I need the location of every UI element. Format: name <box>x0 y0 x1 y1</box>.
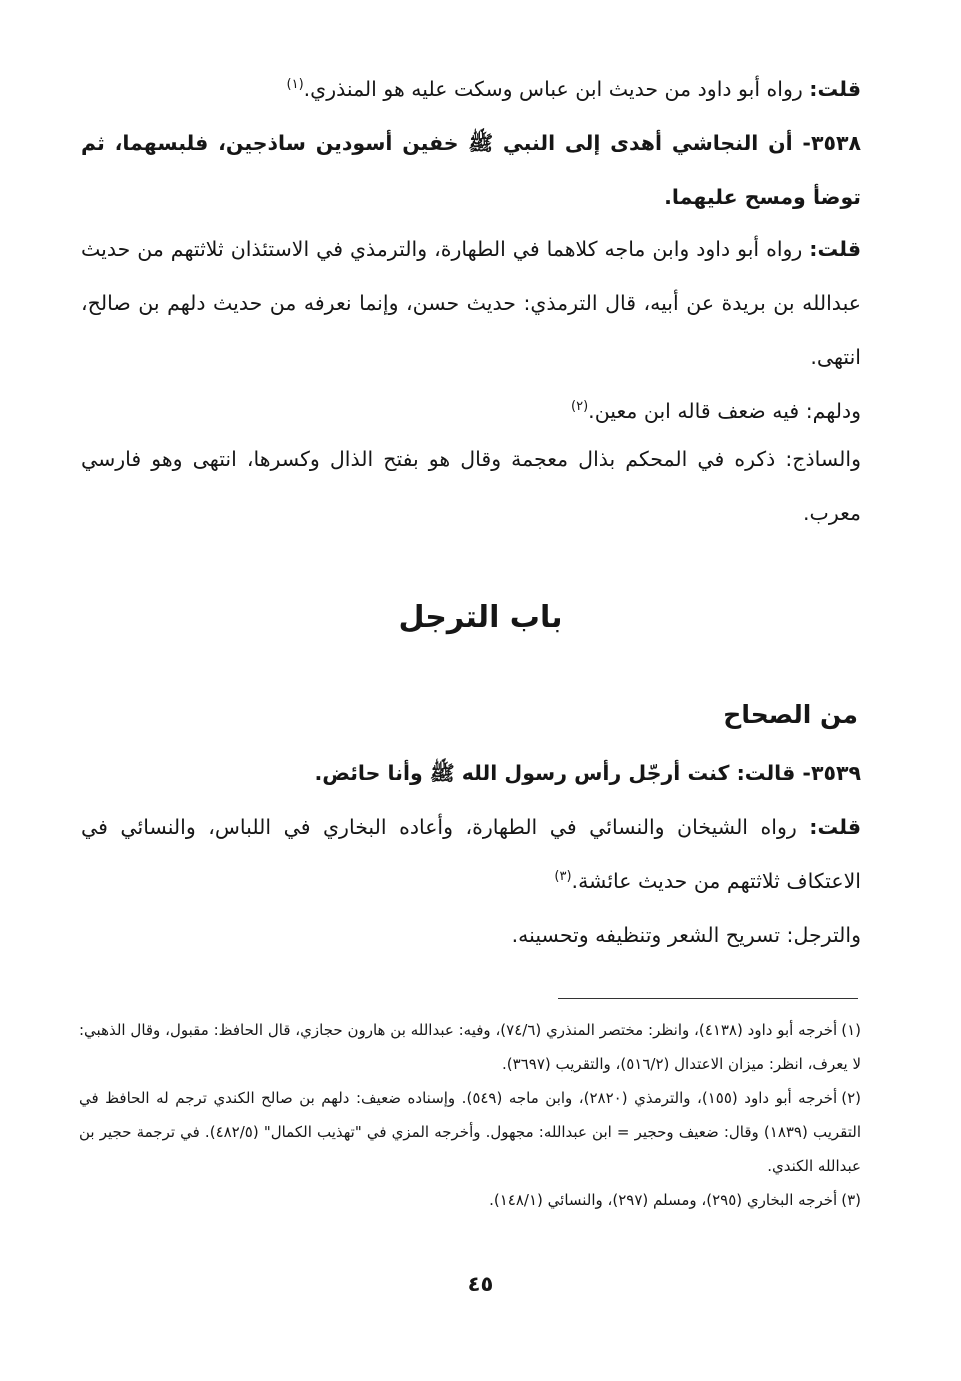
footnote-text: أخرجه أبو داود (١٥٥)، والترمذي (٢٨٢٠)، وابن ماجه (٥٤٩). وإسناده ضعيف: دلهم بن صالح الكندي ترجم له الحافظ في التقريب (١٨٣٩) وقال: ضعيف وحجير = ابن عبدالله: مجهول. وأخرجه المزي في "تهذيب الكمال" (٤٨٢/٥). في ترجمة حجير بن عبدالله الكندي. <box>79 1089 862 1175</box>
hadith-text: ٣٥٣٨- أن النجاشي أهدى إلى النبي ﷺ خفين أسودين ساذجين، فلبسهما، ثم توضأ ومسح عليهما. <box>81 131 861 209</box>
hadith-text: ٣٥٣٩- قالت: كنت أرجّل رأس رسول الله ﷺ وأنا حائض. <box>314 761 861 785</box>
paragraph-qultu-2 <box>81 222 861 384</box>
paragraph-dalham <box>81 384 861 438</box>
subheading: من الصحاح <box>723 700 858 729</box>
paragraph-text: رواه أبو داود وابن ماجه كلاهما في الطهارة، والترمذي في الاستئذان ثلاثتهم من حديث عبدالله بن بريدة عن أبيه، قال الترمذي: حديث حسن، وإنما نعرفه من حديث دلهم بن صالح، انتهى. <box>81 237 861 369</box>
paragraph-text: رواه الشيخان والنسائي في الطهارة، وأعاده البخاري في اللباس، والنسائي في الاعتكاف ثلاثتهم من حديث عائشة. <box>81 815 861 893</box>
paragraph-qultu-1 <box>81 62 861 116</box>
qultu-label: قلت: <box>809 77 861 101</box>
footnote-item <box>79 1081 861 1183</box>
footnote-number: (١) <box>841 1021 861 1039</box>
section-title: باب الترجل <box>398 600 563 635</box>
paragraph-text: ودلهم: فيه ضعف قاله ابن معين. <box>588 399 861 423</box>
qultu-label: قلت: <box>809 237 861 261</box>
footnote-number: (٣) <box>841 1191 861 1209</box>
footnote-text: أخرجه أبو داود (٤١٣٨)، وانظر: مختصر المنذري (٧٤/٦)، وفيه: عبدالله بن هارون حجازي، قال الحافظ: مقبول، وقال الذهبي: لا يعرف، انظر: ميزان الاعتدال (٥١٦/٢)، والتقريب (٣٦٩٧). <box>79 1021 861 1073</box>
footnote-item <box>79 1013 861 1081</box>
footnote-item <box>79 1183 861 1217</box>
paragraph-text: والترجل: تسريح الشعر وتنظيفه وتحسينه. <box>511 923 861 947</box>
footnote-ref: (١) <box>286 77 304 93</box>
hadith-3539 <box>81 746 861 800</box>
paragraph-qultu-3 <box>81 800 861 908</box>
footnote-text: أخرجه البخاري (٢٩٥)، ومسلم (٢٩٧)، والنسائي (١٤٨/١). <box>489 1191 838 1209</box>
hadith-3538 <box>81 116 861 224</box>
footnote-ref: (٣) <box>554 869 572 885</box>
footnote-number: (٢) <box>841 1089 861 1107</box>
footnote-ref: (٢) <box>571 399 589 415</box>
paragraph-tarajjul <box>81 908 861 962</box>
footnote-divider <box>558 998 858 999</box>
paragraph-text: رواه أبو داود من حديث ابن عباس وسكت عليه هو المنذري. <box>303 77 810 101</box>
paragraph-sadhij <box>81 432 861 540</box>
paragraph-text: والساذج: ذكره في المحكم بذال معجمة وقال هو بفتح الذال وكسرها، انتهى وهو فارسي معرب. <box>81 447 861 525</box>
page-number: ٤٥ <box>467 1272 494 1296</box>
qultu-label: قلت: <box>809 815 861 839</box>
footnotes <box>79 1013 861 1217</box>
